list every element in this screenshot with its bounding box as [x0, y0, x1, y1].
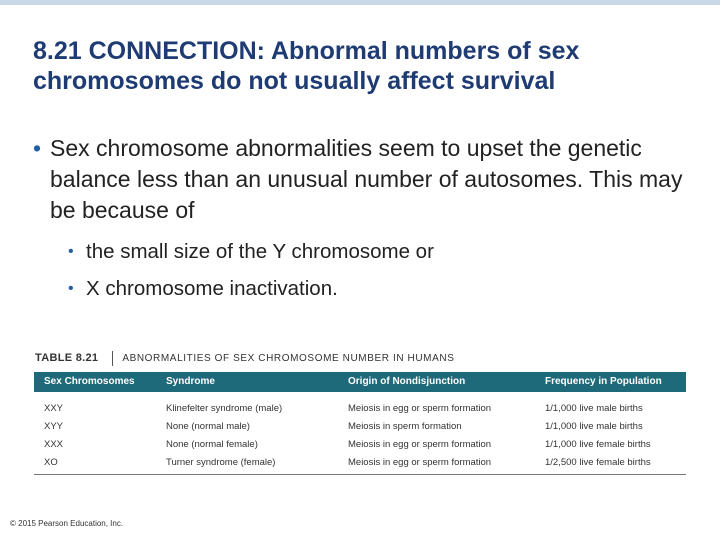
cell-frequency: 1/1,000 live male births [545, 421, 643, 432]
header-syndrome: Syndrome [166, 376, 215, 387]
table-bottom-rule [34, 474, 686, 475]
cell-syndrome: Turner syndrome (female) [166, 457, 276, 468]
cell-origin: Meiosis in sperm formation [348, 421, 462, 432]
cell-syndrome: None (normal male) [166, 421, 250, 432]
copyright-notice: © 2015 Pearson Education, Inc. [10, 519, 124, 528]
cell-syndrome: None (normal female) [166, 439, 258, 450]
cell-sex-chromosomes: XYY [44, 421, 64, 432]
bullet-marker: • [33, 135, 42, 161]
cell-origin: Meiosis in egg or sperm formation [348, 403, 492, 414]
cell-sex-chromosomes: XXX [44, 439, 64, 450]
sub-bullet-1 [68, 239, 688, 265]
table-number: TABLE 8.21 [35, 352, 99, 364]
header-origin: Origin of Nondisjunction [348, 376, 466, 387]
sub-bullet-text: the small size of the Y chromosome or [86, 240, 434, 263]
table-body [34, 400, 686, 472]
table-row [34, 400, 686, 418]
cell-sex-chromosomes: XO [44, 457, 58, 468]
header-frequency: Frequency in Population [545, 376, 662, 387]
cell-frequency: 1/1,000 live male births [545, 403, 643, 414]
cell-syndrome: Klinefelter syndrome (male) [166, 403, 283, 414]
table-row [34, 418, 686, 436]
main-bullet-text: Sex chromosome abnormalities seem to upset the genetic balance less than an unusual number of autosomes. This may be because of [50, 135, 683, 223]
table-caption: ABNORMALITIES OF SEX CHROMOSOME NUMBER IN HUMANS [122, 353, 455, 364]
bullet-marker: • [68, 280, 74, 297]
table-row [34, 436, 686, 454]
header-sex-chromosomes: Sex Chromosomes [44, 376, 135, 387]
cell-frequency: 1/1,000 live female births [545, 439, 651, 450]
sub-bullet-text: X chromosome inactivation. [86, 277, 338, 300]
slide-title: 8.21 CONNECTION: Abnormal numbers of sex chromosomes do not usually affect survival [33, 37, 580, 95]
cell-origin: Meiosis in egg or sperm formation [348, 457, 492, 468]
table-row [34, 454, 686, 472]
bullet-marker: • [68, 243, 74, 260]
sub-bullet-2 [68, 276, 688, 302]
top-accent-bar [0, 0, 720, 5]
table-header-row [34, 372, 686, 392]
cell-origin: Meiosis in egg or sperm formation [348, 439, 492, 450]
table-title-divider [112, 351, 113, 366]
main-bullet [33, 133, 693, 226]
cell-frequency: 1/2,500 live female births [545, 457, 651, 468]
table-title [35, 349, 685, 367]
cell-sex-chromosomes: XXY [44, 403, 64, 414]
